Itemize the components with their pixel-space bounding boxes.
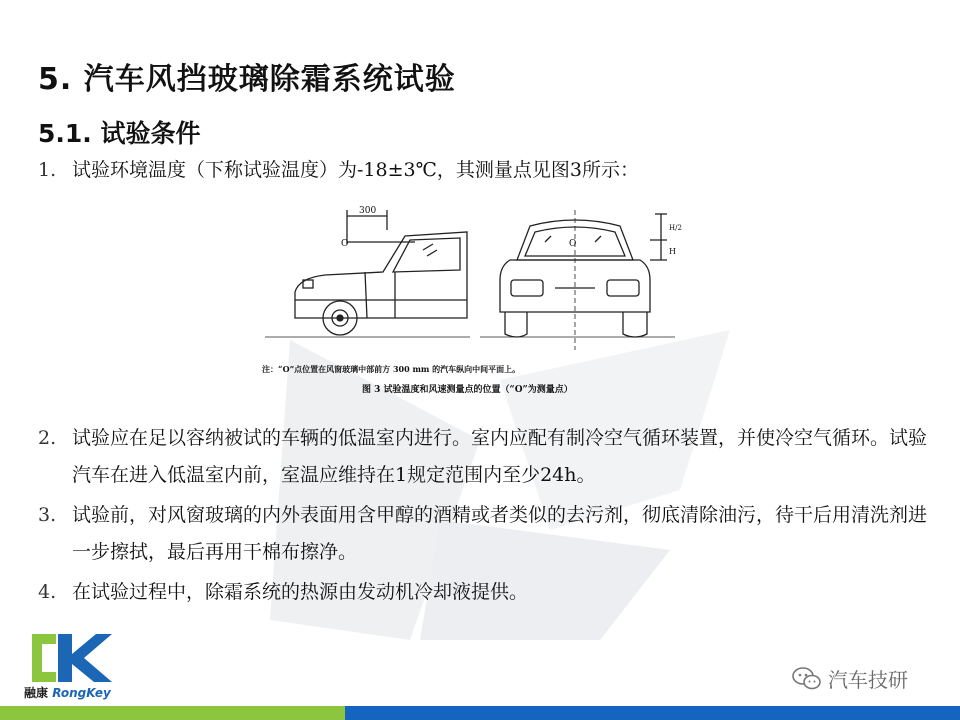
point-o-label-front: O xyxy=(569,239,577,249)
dimension-label-300: 300 xyxy=(359,206,377,216)
list-item-text: 试验前，对风窗玻璃的内外表面用含甲醇的酒精或者类似的去污剂，彻底清除油污，待干后用清洗剂进一步擦拭，最后再用干棉布擦净。 xyxy=(72,504,928,563)
logo-text-cn: 融康 xyxy=(24,686,49,700)
list-item-text: 试验应在足以容纳被试的车辆的低温室内进行。室内应配有制冷空气循环装置，并使冷空气循环。试验汽车在进入低温室内前，室温应维持在1规定范围内至少24h。 xyxy=(72,427,928,486)
list-item xyxy=(38,420,928,494)
footer-bar-green xyxy=(0,706,345,720)
figure-note: 注：“O”点位置在风窗玻璃中部前方 300 mm 的汽车纵向中间平面上。 xyxy=(262,364,521,374)
wechat-account xyxy=(792,664,908,693)
point-o-label-side: O xyxy=(341,239,349,249)
logo-text-en: RongKey xyxy=(52,686,111,700)
list-item-text: 在试验过程中，除霜系统的热源由发动机冷却液提供。 xyxy=(72,581,529,603)
list-item-number: 1. xyxy=(38,159,57,181)
list-item-text: 试验环境温度（下称试验温度）为-18±3℃，其测量点见图3所示： xyxy=(72,159,639,181)
list-item-number: 3. xyxy=(38,504,57,526)
h-label: H xyxy=(669,247,676,256)
section-subtitle: 5.1. 试验条件 xyxy=(38,119,201,148)
h-half-label: H/2 xyxy=(669,224,682,232)
wechat-account-name: 汽车技研 xyxy=(828,668,908,692)
figure-caption: 图 3 试验温度和风速测量点的位置（“O”为测量点） xyxy=(362,385,573,395)
footer-bar xyxy=(0,706,960,720)
rongkey-logo xyxy=(22,628,122,686)
list-item xyxy=(38,574,928,611)
page-title: 5. 汽车风挡玻璃除霜系统试验 xyxy=(38,62,456,97)
logo-text xyxy=(24,684,111,701)
list-item-number: 2. xyxy=(38,427,57,449)
list-item xyxy=(38,152,928,189)
list-item xyxy=(38,497,928,571)
wechat-icon xyxy=(792,666,822,692)
list-item-number: 4. xyxy=(38,581,57,603)
footer-bar-blue xyxy=(345,706,960,720)
